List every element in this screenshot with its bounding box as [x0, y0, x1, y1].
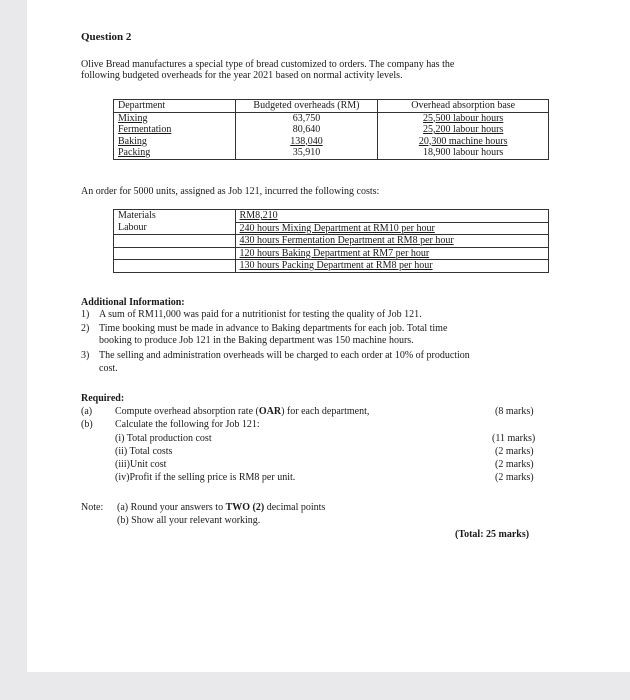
sub-question: (iii)Unit cost	[115, 459, 167, 470]
sub-question: (iv)Profit if the selling price is RM8 per unit.	[115, 472, 296, 483]
intro-line-1: Olive Bread manufactures a special type of bread customized to orders. The company has the	[81, 59, 455, 70]
note-label: Note:	[81, 502, 104, 513]
item-text: Time booking must be made in advance to Baking departments for each job. Total time	[99, 323, 448, 334]
table-row	[114, 222, 549, 235]
table-row	[114, 147, 549, 159]
overhead-cell: 35,910	[235, 147, 378, 159]
header-budgeted-overheads: Budgeted overheads (RM)	[235, 100, 378, 113]
item-number: 2)	[81, 323, 90, 334]
part-a-text: Compute overhead absorption rate (OAR) for each department,	[115, 406, 370, 417]
header-department: Department	[114, 100, 236, 113]
table-row	[114, 260, 549, 273]
overhead-cell: 63,750	[235, 112, 378, 124]
sub-question-marks: (11 marks)	[492, 433, 536, 444]
part-b-label: (b)	[81, 419, 93, 430]
labour-line: 240 hours Mixing Department at RM10 per hour	[235, 222, 548, 235]
intro-line-2: following budgeted overheads for the year 2021 based on normal activity levels.	[81, 70, 403, 81]
header-absorption-base: Overhead absorption base	[378, 100, 549, 113]
additional-title: Additional Information:	[81, 297, 185, 308]
sub-question: (ii) Total costs	[115, 446, 173, 457]
empty-cell	[114, 260, 236, 273]
base-cell: 25,500 labour hours	[378, 112, 549, 124]
labour-label: Labour	[114, 222, 236, 235]
question-title: Question 2	[81, 31, 132, 43]
materials-label: Materials	[114, 210, 236, 223]
cost-table	[113, 209, 549, 273]
overhead-cell: 80,640	[235, 124, 378, 136]
base-cell: 18,900 labour hours	[378, 147, 549, 159]
base-cell: 25,200 labour hours	[378, 124, 549, 136]
part-b-text: Calculate the following for Job 121:	[115, 419, 260, 430]
sub-question-marks: (2 marks)	[495, 472, 534, 483]
item-text: booking to produce Job 121 in the Baking department was 150 machine hours.	[99, 335, 414, 346]
overhead-cell: 138,040	[235, 136, 378, 148]
sub-question-marks: (2 marks)	[495, 459, 534, 470]
labour-line: 130 hours Packing Department at RM8 per hour	[235, 260, 548, 273]
empty-cell	[114, 247, 236, 260]
table-row	[114, 210, 549, 223]
note-a: (a) Round your answers to TWO (2) decimal points	[117, 502, 326, 513]
item-text: cost.	[99, 363, 118, 374]
sub-question-marks: (2 marks)	[495, 446, 534, 457]
item-number: 1)	[81, 309, 90, 320]
table-row	[114, 124, 549, 136]
item-number: 3)	[81, 350, 90, 361]
table-row	[114, 247, 549, 260]
sub-question: (i) Total production cost	[115, 433, 212, 444]
note-b: (b) Show all your relevant working.	[117, 515, 261, 526]
dept-cell: Mixing	[114, 112, 236, 124]
overhead-table	[113, 99, 549, 160]
part-a-label: (a)	[81, 406, 93, 417]
materials-value: RM8,210	[235, 210, 548, 223]
table-row	[114, 112, 549, 124]
table-row	[114, 136, 549, 148]
labour-line: 120 hours Baking Department at RM7 per hour	[235, 247, 548, 260]
item-text: A sum of RM11,000 was paid for a nutritionist for testing the quality of Job 121.	[99, 309, 422, 320]
item-text: The selling and administration overheads will be charged to each order at 10% of production	[99, 350, 470, 361]
total-marks: (Total: 25 marks)	[455, 529, 530, 540]
base-cell: 20,300 machine hours	[378, 136, 549, 148]
overhead-table-header	[114, 100, 549, 113]
empty-cell	[114, 235, 236, 248]
question-sheet	[27, 0, 630, 672]
order-text: An order for 5000 units, assigned as Job 121, incurred the following costs:	[81, 186, 380, 197]
dept-cell: Baking	[114, 136, 236, 148]
labour-line: 430 hours Fermentation Department at RM8 per hour	[235, 235, 548, 248]
document-page	[27, 0, 630, 672]
required-title: Required:	[81, 393, 125, 404]
dept-cell: Fermentation	[114, 124, 236, 136]
part-a-marks: (8 marks)	[495, 406, 534, 417]
dept-cell: Packing	[114, 147, 236, 159]
table-row	[114, 235, 549, 248]
